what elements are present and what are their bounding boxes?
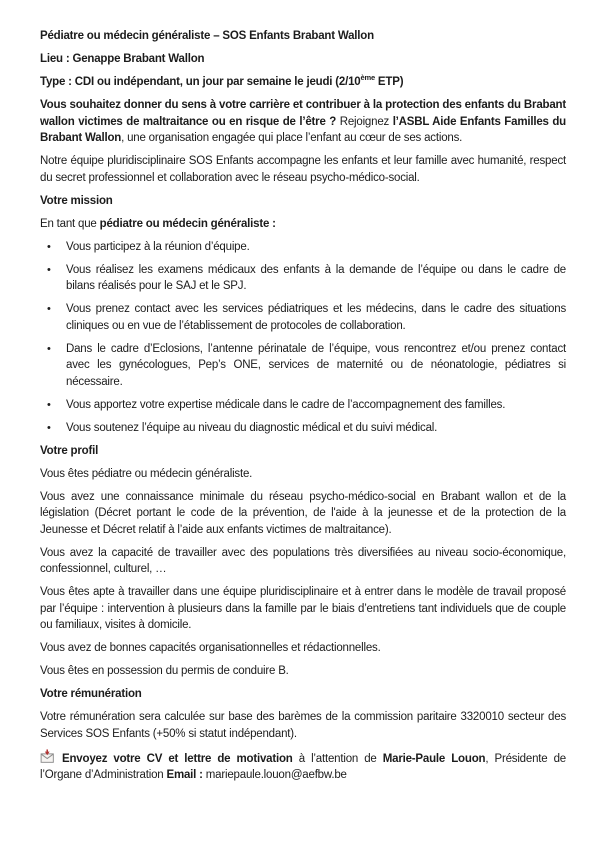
bullet-text: Vous soutenez l’équipe au niveau du diagnostic médical et du suivi médical. [66, 421, 438, 434]
text-run: Lieu : Genappe Brabant Wallon [40, 53, 205, 65]
profil-paragraph-1 [40, 466, 566, 483]
profil-paragraph-6 [40, 663, 566, 680]
bullet-text: Vous participez à la réunion d’équipe. [66, 240, 250, 253]
bullet-text: Vous réalisez les examens médicaux des enfants à la demande de l’équipe ou dans le cadre de bilans réalisés pour le SAJ et le SPJ. [66, 263, 566, 292]
bullet-item [40, 397, 566, 414]
section-heading-remuneration [40, 686, 566, 703]
bullet-icon: • [47, 398, 51, 411]
text-run: ETP) [374, 76, 404, 88]
text-run: Votre profil [40, 444, 99, 457]
bullet-item [40, 239, 566, 256]
bullet-item [40, 420, 566, 437]
text-run: Votre mission [40, 194, 113, 207]
text-run: pédiatre ou médecin généraliste : [99, 217, 276, 230]
section-heading-mission [40, 193, 566, 210]
text-run: Vous êtes en possession du permis de conduire B. [40, 665, 289, 677]
mission-intro [40, 216, 566, 233]
text-run: Email : [166, 769, 206, 781]
bullet-text: Vous apportez votre expertise médicale dans le cadre de l’accompagnement des familles. [66, 398, 506, 411]
apply-paragraph [40, 749, 566, 784]
text-run: Vous êtes pédiatre ou médecin généraliste. [40, 467, 253, 480]
text-run: Vous êtes apte à travailler dans une équipe pluridisciplinaire et à entrer dans le modèle de travail proposé par l’équipe : intervention à plusieurs dans la famille par le biais d’entretiens tant individuels que de couple ou familiaux, visites à domicile. [40, 586, 566, 631]
job-type [40, 74, 566, 91]
document-content [40, 28, 566, 784]
profil-paragraph-2 [40, 489, 566, 539]
job-title [40, 28, 566, 45]
intro-paragraph [40, 97, 566, 147]
text-run: Rejoignez [339, 115, 393, 128]
envelope-arrow-icon [40, 749, 55, 764]
job-location [40, 51, 566, 68]
bullet-text: Dans le cadre d’Eclosions, l’antenne périnatale de l’équipe, vous rencontrez et/ou prenez contact avec les gynécologues, Pep’s ONE, services de maternité ou de néonatologie, pédiatres si nécessaire. [66, 342, 566, 388]
text-run: Votre rémunération [40, 688, 142, 700]
text-run: Votre rémunération sera calculée sur base des barèmes de la commission paritaire 3320010 secteur des Services SOS Enfants (+50% si statut indépendant). [40, 711, 566, 740]
text-run: En tant que [40, 217, 100, 230]
text-run: mariepaule.louon@aefbw.be [205, 769, 347, 781]
text-run: Vous souhaitez donner du sens à votre carrière et contribuer à la protection des enfants du Brabant wallon victimes de maltraitance ou en risque de l’être ? [40, 99, 566, 128]
text-run: Vous avez la capacité de travailler avec des populations très diversifiées au niveau socio-économique, confessionnel, culturel, … [40, 546, 566, 575]
text-run: Vous avez une connaissance minimale du réseau psycho-médico-social en Brabant wallon et de la législation (Décret portant le code de la prévention, de l'aide à la jeunesse et de la protection de la Jeunesse et Décret relatif à l’aide aux enfants victimes de maltraitance). [40, 490, 566, 536]
team-paragraph [40, 153, 566, 186]
bullet-text: Vous prenez contact avec les services pédiatriques et les médecins, dans le cadre des situations cliniques ou en vue de l’établissement de protocoles de collaboration. [66, 303, 566, 332]
text-run: l’ASBL Aide Enfants Familles du Brabant Wallon [40, 115, 566, 144]
bullet-icon: • [47, 421, 51, 434]
text-run: Type : CDI ou indépendant, un jour par semaine le jeudi (2/10 [40, 76, 361, 88]
text-run: Notre équipe pluridisciplinaire SOS Enfants accompagne les enfants et leur famille avec humanité, respect du secret professionnel et collaboration avec le réseau psycho-médico-social. [40, 155, 566, 184]
text-run: Marie-Paule Louon [382, 752, 486, 765]
text-run: Envoyez votre CV et lettre de motivation [62, 752, 293, 765]
bullet-icon: • [47, 263, 51, 276]
bullet-icon: • [47, 342, 51, 355]
profil-paragraph-4 [40, 584, 566, 634]
text-run: à l’attention de [292, 752, 383, 765]
bullet-icon: • [47, 303, 51, 315]
profil-paragraph-5 [40, 640, 566, 657]
bullet-icon: • [47, 240, 51, 253]
bullet-item [40, 301, 566, 334]
text-run: ème [360, 73, 375, 83]
bullet-item [40, 341, 566, 391]
text-run: Pédiatre ou médecin généraliste – SOS Enfants Brabant Wallon [40, 30, 374, 42]
text-run: , Présidente de l’Organe d’Administration [40, 752, 566, 781]
section-heading-profil [40, 443, 566, 460]
text-run: , une organisation engagée qui place l’enfant au cœur de ses actions. [121, 132, 463, 144]
text-run: Vous avez de bonnes capacités organisationnelles et rédactionnelles. [40, 642, 381, 654]
profil-paragraph-3 [40, 545, 566, 578]
remuneration-paragraph [40, 709, 566, 742]
mission-bullet-list [40, 239, 566, 437]
bullet-item [40, 262, 566, 295]
